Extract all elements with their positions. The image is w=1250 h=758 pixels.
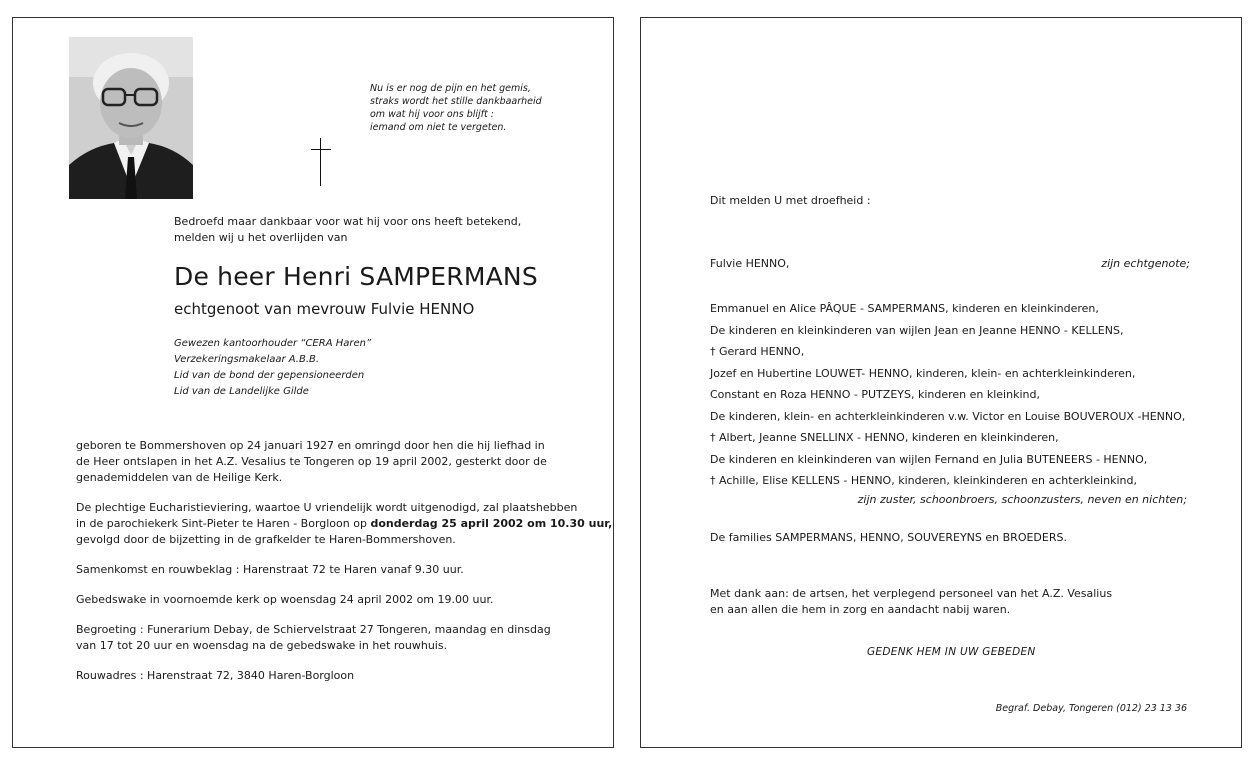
thanks-line: en aan allen die hem in zorg en aandacht nabij waren. (710, 603, 1011, 616)
family-row: De kinderen en kleinkinderen van wijlen Jean en Jeanne HENNO - KELLENS, (710, 323, 1124, 337)
role-item: Lid van de bond der gepensioneerden (174, 370, 365, 381)
family-row: Constant en Roza HENNO - PUTZEYS, kinderen en kleinkind, (710, 388, 1040, 401)
intro-line: melden wij u het overlijden van (174, 231, 348, 244)
poem (370, 82, 542, 134)
intro-line: Bedroefd maar dankbaar voor wat hij voor ons heeft betekend, (174, 215, 522, 228)
undertaker-line: Begraf. Debay, Tongeren (012) 23 13 36 (995, 703, 1187, 714)
family-row: † Albert, Jeanne SNELLINX - HENNO, kinderen en kleinkinderen, (710, 431, 1059, 444)
funeral-home-line: Begroeting : Funerarium Debay, de Schiervelstraat 27 Tongeren, maandag en dinsdag (76, 623, 551, 636)
funeral-home-line: van 17 tot 20 uur en woensdag na de gebedswake in het rouwhuis. (76, 639, 448, 652)
birth-line: geboren te Bommershoven op 24 januari 1927 en omringd door hen die hij liefhad in (76, 439, 545, 452)
funeral-home-paragraph (76, 622, 612, 654)
poem-line: om wat hij voor ons blijft : (370, 109, 494, 120)
family-list (710, 298, 1185, 492)
gathering-paragraph: Samenkomst en rouwbeklag : Harenstraat 72 te Haren vanaf 9.30 uur. (76, 563, 464, 576)
spouse-name: Fulvie HENNO, (710, 257, 790, 270)
family-row: † Gerard HENNO, (710, 345, 805, 358)
family-row: Jozef en Hubertine LOUWET- HENNO, kinderen, klein- en achterkleinkinderen, (710, 366, 1136, 380)
birth-line: genademiddelen van de Heilige Kerk. (76, 471, 283, 484)
announce-text: Dit melden U met droefheid : (710, 194, 871, 207)
relatives-note: zijn zuster, schoonbroers, schoonzusters, neven en nichten; (857, 493, 1187, 506)
deceased-name: De heer Henri SAMPERMANS (174, 262, 538, 291)
families-line: De families SAMPERMANS, HENNO, SOUVEREYNS en BROEDERS. (710, 531, 1067, 544)
ceremony-paragraph (76, 500, 612, 548)
family-row: De kinderen, klein- en achterkleinkinderen v.w. Victor en Louise BOUVEROUX -HENNO, (710, 409, 1186, 423)
portrait-photo (69, 37, 193, 199)
wake-paragraph: Gebedswake in voornoemde kerk op woensdag 24 april 2002 om 19.00 uur. (76, 593, 494, 606)
right-page (640, 17, 1242, 748)
spouse-line: echtgenoot van mevrouw Fulvie HENNO (174, 300, 475, 318)
roles-list (174, 336, 371, 400)
body-text (76, 438, 612, 698)
ceremony-line (76, 516, 612, 532)
spouse-role: zijn echtgenote; (1101, 257, 1190, 270)
ceremony-location: in de parochiekerk Sint-Pieter te Haren - Borgloon op (76, 517, 371, 530)
role-item: Gewezen kantoorhouder “CERA Haren” (174, 338, 372, 349)
poem-line: iemand om niet te vergeten. (370, 122, 507, 133)
family-row: † Achille, Elise KELLENS - HENNO, kinderen, kleinkinderen en achterkleinkind, (710, 474, 1137, 487)
role-item: Verzekeringsmakelaar A.B.B. (174, 354, 320, 365)
ceremony-line: De plechtige Eucharistieviering, waartoe U vriendelijk wordt uitgenodigd, zal plaatshebben (76, 501, 578, 514)
ceremony-line: gevolgd door de bijzetting in de grafkelder te Haren-Bommershoven. (76, 533, 456, 546)
poem-line: Nu is er nog de pijn en het gemis, (370, 83, 531, 94)
address-paragraph: Rouwadres : Harenstraat 72, 3840 Haren-Borgloon (76, 669, 355, 682)
family-row: Emmanuel en Alice PÂQUE - SAMPERMANS, kinderen en kleinkinderen, (710, 302, 1099, 315)
thanks-text (710, 586, 1112, 618)
ceremony-datetime: donderdag 25 april 2002 om 10.30 uur, (370, 517, 613, 530)
cross-icon (311, 138, 331, 186)
prayer-line: GEDENK HEM IN UW GEBEDEN (867, 646, 1036, 658)
left-page (12, 17, 614, 748)
role-item: Lid van de Landelijke Gilde (174, 386, 309, 397)
poem-line: straks wordt het stille dankbaarheid (370, 96, 542, 107)
spouse-row (710, 256, 1190, 272)
birth-paragraph (76, 438, 612, 486)
thanks-line: Met dank aan: de artsen, het verplegend personeel van het A.Z. Vesalius (710, 587, 1113, 600)
intro-text (174, 214, 521, 246)
family-row: De kinderen en kleinkinderen van wijlen Fernand en Julia BUTENEERS - HENNO, (710, 452, 1148, 466)
birth-line: de Heer ontslapen in het A.Z. Vesalius te Tongeren op 19 april 2002, gesterkt door de (76, 455, 547, 468)
